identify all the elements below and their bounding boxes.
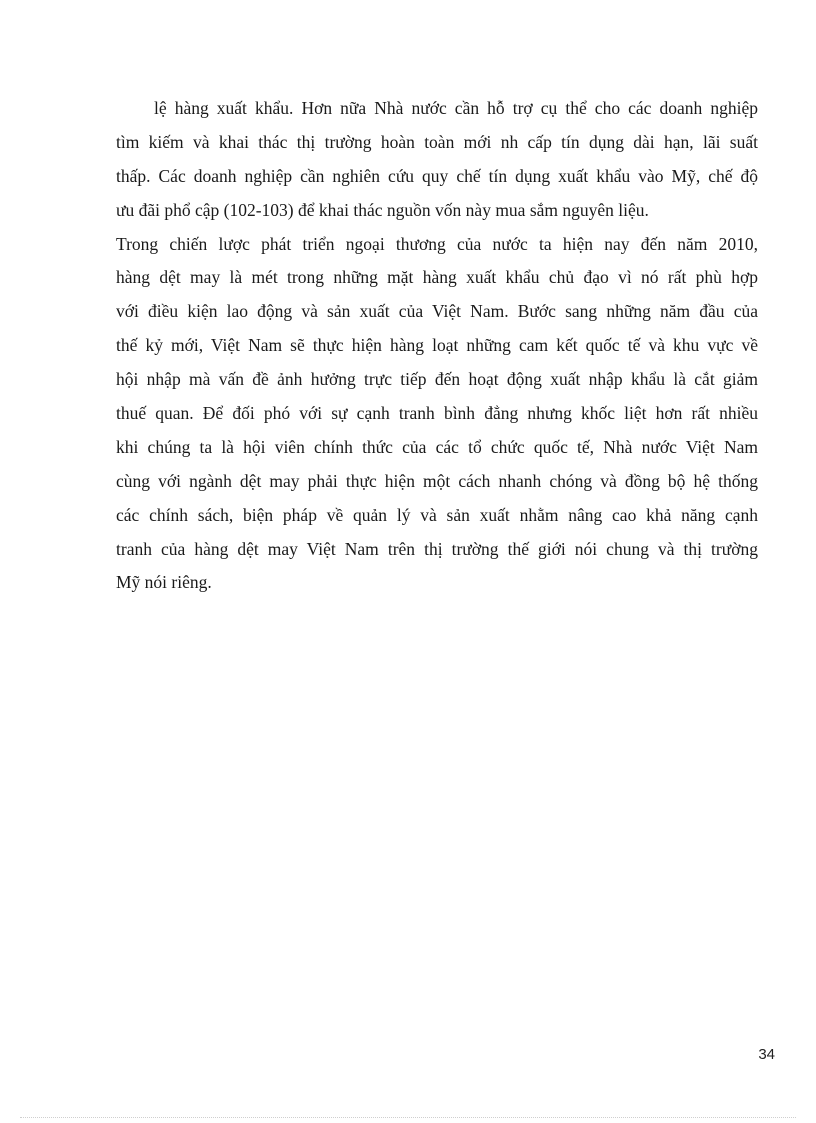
text-line: hàng dệt may là mét trong những mặt hàng xuất khẩu chủ đạo vì nó rất phù hợp xyxy=(116,267,758,288)
text-line: cùng với ngành dệt may phải thực hiện một cách nhanh chóng và đồng bộ hệ thống xyxy=(116,470,758,491)
text-line: tranh của hàng dệt may Việt Nam trên thị trường thế giới nói chung và thị trường xyxy=(116,538,758,559)
text-line: khi chúng ta là hội viên chính thức của các tổ chức quốc tế, Nhà nước Việt Nam xyxy=(116,436,758,457)
page-number: 34 xyxy=(758,1046,775,1063)
text-line: với điều kiện lao động và sản xuất của Việt Nam. Bước sang những năm đầu của xyxy=(116,301,758,322)
text-line: ưu đãi phổ cập (102-103) để khai thác nguồn vốn này mua sắm nguyên liệu. xyxy=(116,199,649,220)
text-line: hội nhập mà vấn đề ảnh hưởng trực tiếp đến hoạt động xuất nhập khẩu là cắt giảm xyxy=(116,369,758,390)
text-line: các chính sách, biện pháp về quản lý và sản xuất nhằm nâng cao khả năng cạnh xyxy=(116,504,758,525)
body-text xyxy=(116,92,758,600)
text-line: lệ hàng xuất khẩu. Hơn nữa Nhà nước cần hỗ trợ cụ thể cho các doanh nghiệp xyxy=(154,98,758,118)
page-bottom-divider xyxy=(20,1117,796,1118)
text-line: Trong chiến lược phát triển ngoại thương của nước ta hiện nay đến năm 2010, xyxy=(116,233,758,254)
text-line: thế kỷ mới, Việt Nam sẽ thực hiện hàng loạt những cam kết quốc tế và khu vực về xyxy=(116,335,758,356)
text-line: Mỹ nói riêng. xyxy=(116,572,212,593)
text-line: thuế quan. Để đối phó với sự cạnh tranh bình đẳng nhưng khốc liệt hơn rất nhiều xyxy=(116,403,758,424)
text-line: thấp. Các doanh nghiệp cần nghiên cứu quy chế tín dụng xuất khẩu vào Mỹ, chế độ xyxy=(116,165,758,186)
text-line: tìm kiếm và khai thác thị trường hoàn toàn mới nh cấp tín dụng dài hạn, lãi suất xyxy=(116,131,758,152)
